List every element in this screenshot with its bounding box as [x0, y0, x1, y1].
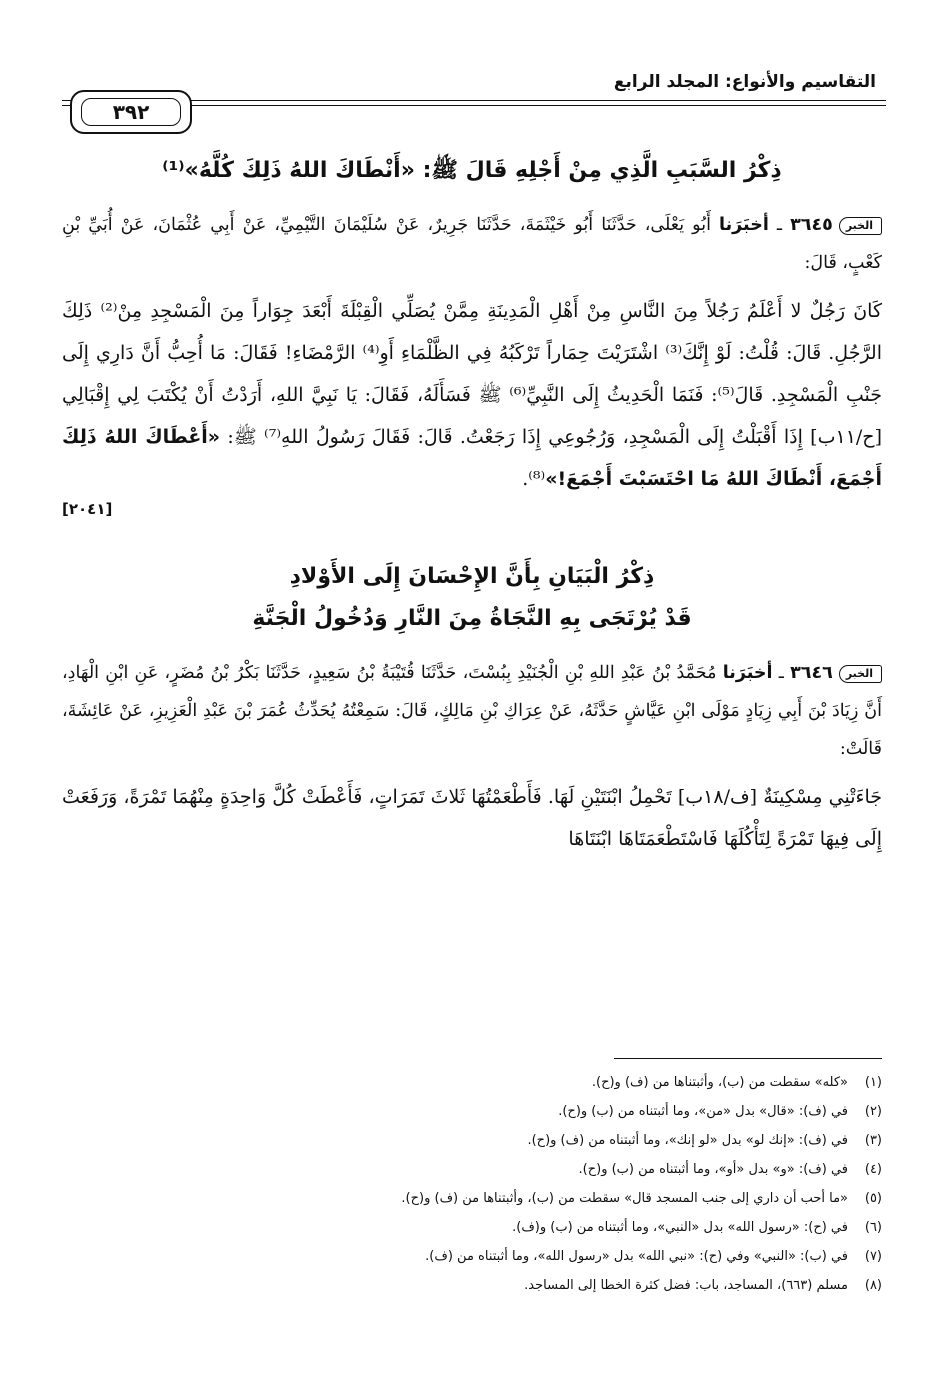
footnote-number: (٦) [864, 1220, 882, 1235]
book-title: التقاسيم والأنواع: المجلد الرابع [613, 72, 876, 92]
page-content [62, 150, 882, 860]
hadith-reference: [٢٠٤١] [62, 500, 113, 518]
hadith-number: ٣٦٤٥ [790, 215, 833, 235]
hadith-badge: الخبر [839, 665, 882, 683]
footnote [62, 1126, 882, 1155]
page-header [62, 60, 886, 138]
footnote-number: (٨) [864, 1278, 882, 1293]
akhbarana-word: أخبَرَنا [719, 215, 769, 235]
footnote-text: مسلم (٦٦٣)، المساجد، باب: فضل كثرة الخطا إلى المساجد. [524, 1278, 848, 1293]
footnote-number: (٢) [864, 1104, 882, 1119]
matn-text: كَانَ رَجُلٌ لا أَعْلَمُ رَجُلاً مِنَ النَّاسِ مِنْ أَهْلِ الْمَدِينَةِ مِمَّنْ يُصَلِّي الْقِبْلَةَ أَبْعَدَ جِوَاراً مِنَ الْمَسْجِدِ مِنْ⁽²⁾ ذَلِكَ الرَّجُلِ. قَالَ: قُلْتُ: لَوْ إِنَّكَ⁽³⁾ اشْتَرَيْتَ حِمَاراً تَرْكَبُهُ فِي الظَّلْمَاءِ أَوِ⁽⁴⁾ الرَّمْضَاءِ! فَقَالَ: مَا أُحِبُّ أَنَّ دَارِي إِلَى جَنْبِ الْمَسْجِدِ. قَالَ⁽⁵⁾: فَنَمَا الْحَدِيثُ إِلَى النَّبِيِّ⁽⁶⁾ ﷺ فَسَأَلَهُ، فَقَالَ: يَا نَبِيَّ اللهِ، أَرَدْتُ أَنْ يُكْتَبَ لِي إِقْبَالِي [ح/١١ب] إِذَا أَقْبَلْتُ إِلَى الْمَسْجِدِ، وَرُجُوعِي إِذَا رَجَعْتُ. قَالَ: فَقَالَ رَسُولُ اللهِ⁽⁷⁾ ﷺ: [62, 300, 883, 448]
footnote-text: في (ف): «قال» بدل «من»، وما أثبتناه من (ب) و(ح). [558, 1104, 848, 1119]
footnote-number: (٧) [864, 1249, 882, 1264]
hadith-badge: الخبر [839, 217, 882, 235]
hadith-isnad [62, 654, 882, 768]
footnote-number: (٤) [864, 1162, 882, 1177]
reference-row [62, 500, 882, 530]
section-title-line2: قَدْ يُرْتَجَى بِهِ النَّجَاةُ مِنَ النَّارِ وَدُخُولُ الْجَنَّةِ [252, 606, 692, 631]
dash: ـ [772, 663, 791, 683]
matn-end: ⁽⁸⁾. [522, 468, 546, 490]
footnote [62, 1213, 882, 1242]
footnote-text: «ما أحب أن داري إلى جنب المسجد قال» سقطت من (ب)، وأثبتناها من (ف) و(ح). [401, 1191, 848, 1206]
section-title-line1: ذِكْرُ الْبَيَانِ بِأَنَّ الإِحْسَانَ إِلَى الأَوْلادِ [289, 564, 655, 589]
footnotes [62, 1068, 882, 1300]
footnote-text: في (ف): «و» بدل «أو»، وما أثبتناه من (ب) و(ح). [578, 1162, 848, 1177]
footnote-number: (٥) [864, 1191, 882, 1206]
footnote-separator [614, 1058, 882, 1059]
footnote [62, 1155, 882, 1184]
hadith-number: ٣٦٤٦ [790, 663, 833, 683]
hadith-isnad [62, 206, 882, 282]
footnote-text: في (ح): «رسول الله» بدل «النبي»، وما أثبتناه من (ب) و(ف). [512, 1220, 848, 1235]
footnote-text: في (ب): «النبي» وفي (ح): «نبي الله» بدل «رسول الله»، وما أثبتناه من (ف). [425, 1249, 848, 1264]
footnote [62, 1184, 882, 1213]
footnote-number: (٣) [864, 1133, 882, 1148]
prophetic-saying: «أَعْطَاكَ اللهُ ذَلِكَ أَجْمَعَ، أَنْطَاكَ اللهُ مَا احْتَسَبْتَ أَجْمَعَ!» [62, 426, 882, 490]
hadith-matn [62, 776, 882, 860]
footnote-text: «كله» سقطت من (ب)، وأثبتناها من (ف) و(ح). [591, 1075, 848, 1090]
footnote [62, 1242, 882, 1271]
footnote [62, 1097, 882, 1126]
akhbarana-word: أخبَرَنا [722, 663, 773, 683]
page-number: ٣٩٢ [81, 98, 181, 126]
dash: ـ [768, 215, 791, 235]
hadith-matn [62, 290, 882, 500]
footnote-text: في (ف): «إنك لو» بدل «لو إنك»، وما أثبتناه من (ف) و(ح). [527, 1133, 848, 1148]
footnote-number: (١) [864, 1075, 882, 1090]
section-title: ذِكْرُ السَّبَبِ الَّذِي مِنْ أَجْلِهِ قَالَ ﷺ: «أَنْطَاكَ اللهُ ذَلِكَ كُلَّهُ»⁽¹⁾ [162, 158, 782, 183]
isnad-text: مُحَمَّدُ بْنُ عَبْدِ اللهِ بْنِ الْجُنَيْدِ بِبُسْتَ، حَدَّثَنَا قُتَيْبَةُ بْنُ سَعِيدٍ، حَدَّثَنَا بَكْرُ بْنُ مُضَرٍ، عَنِ ابْنِ الْهَادِ، أَنَّ زِيَادَ بْنَ أَبِي زِيَادٍ مَوْلَى ابْنِ عَيَّاشٍ حَدَّثَهُ، عَنْ عِرَاكِ بْنِ مَالِكٍ، قَالَ: سَمِعْتُهُ يُحَدِّثُ عُمَرَ بْنَ عَبْدِ الْعَزِيزِ، عَنْ عَائِشَةَ، قَالَتْ: [62, 663, 882, 759]
footnote [62, 1271, 882, 1300]
isnad-text: أَبُو يَعْلَى، حَدَّثَنَا أَبُو خَيْثَمَةَ، حَدَّثَنَا جَرِيرٌ، عَنْ سُلَيْمَانَ التَّيْمِيِّ، عَنْ أَبِي عُثْمَانَ، عَنْ أُبَيِّ بْنِ كَعْبٍ، قَالَ: [62, 215, 882, 273]
page-number-frame [70, 90, 192, 134]
matn-text: جَاءَتْنِي مِسْكِينَةٌ [ف/١٨ب] تَحْمِلُ ابْنَتَيْنِ لَهَا. فَأَطْعَمْتُهَا ثَلاثَ تَمَرَاتٍ، فَأَعْطَتْ كُلَّ وَاحِدَةٍ مِنْهُمَا تَمْرَةً، وَرَفَعَتْ إِلَى فِيهَا تَمْرَةً لِتَأْكُلَهَا فَاسْتَطْعَمَتَاهَا ابْنَتَاهَا [62, 786, 882, 850]
footnote [62, 1068, 882, 1097]
